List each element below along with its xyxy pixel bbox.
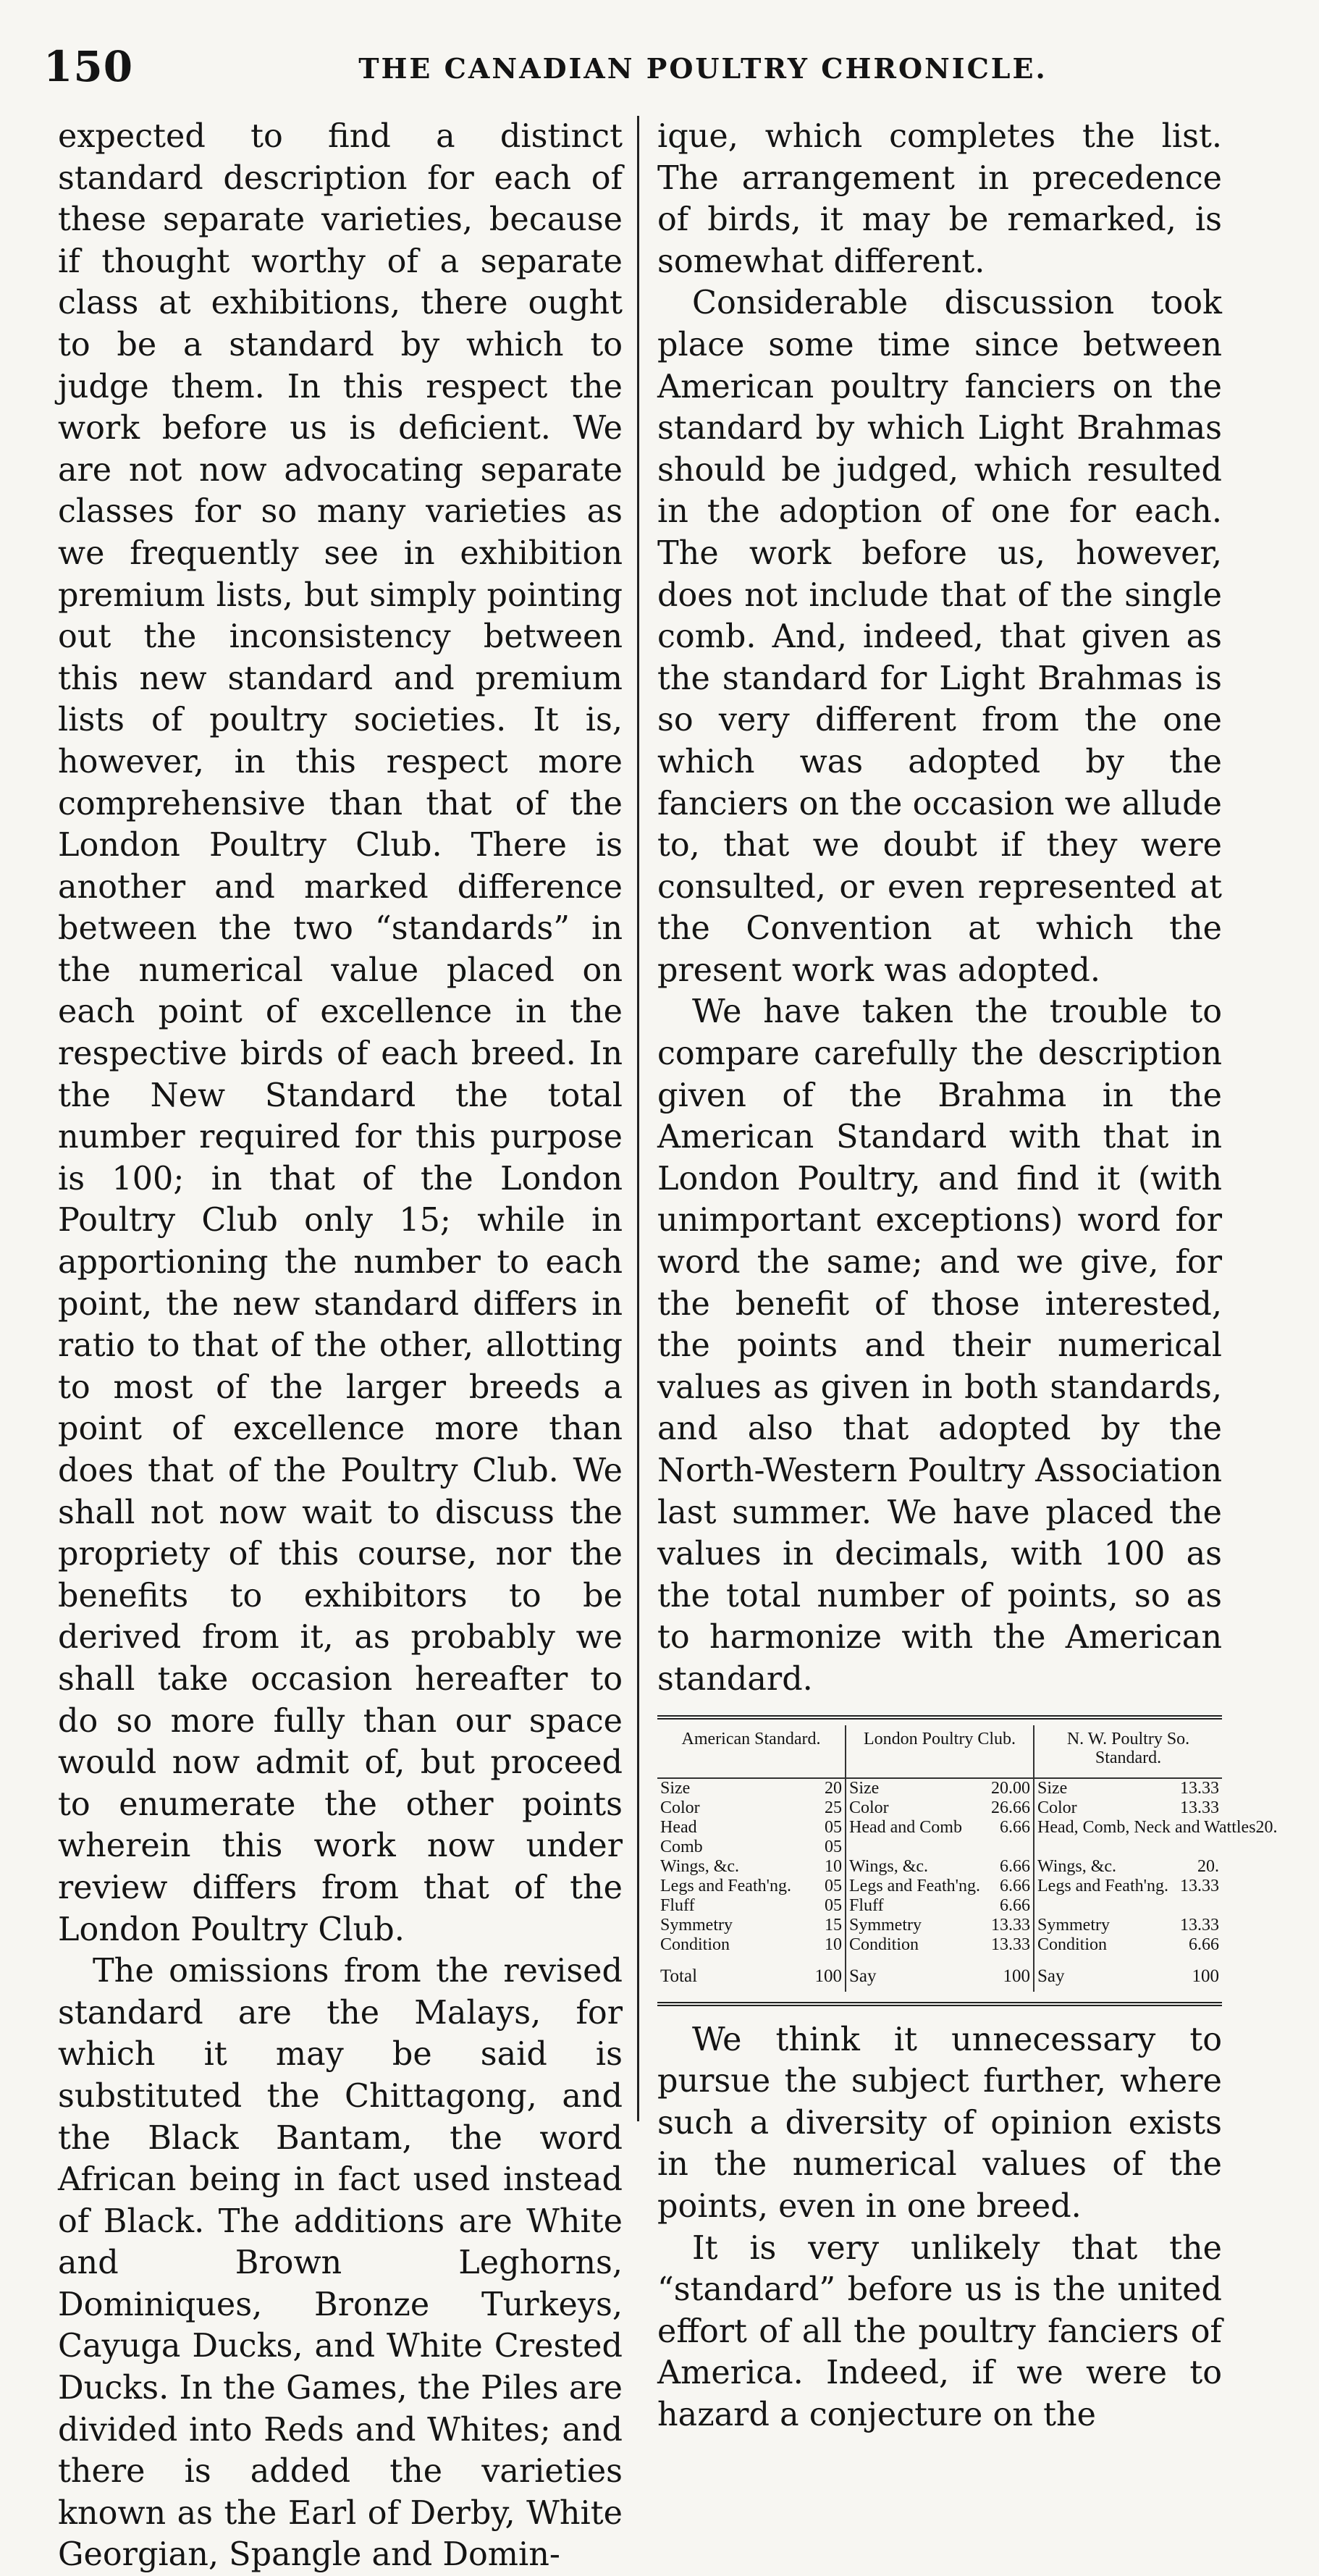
table-point-label: Wings, &c. (1037, 1856, 1117, 1876)
table-point-value: 6.66 (1000, 1856, 1030, 1876)
table-point-label: Head and Comb (849, 1817, 962, 1837)
table-cell (657, 1896, 846, 1916)
table-point-label: Color (849, 1798, 889, 1817)
right-column (657, 116, 1278, 2436)
table-cell (846, 1877, 1034, 1896)
table-row (657, 1916, 1222, 1935)
table-cell (846, 1818, 1034, 1838)
table-point-value: 05 (825, 1837, 842, 1856)
table-point-value: 26.66 (991, 1798, 1030, 1817)
table-cell (1034, 1935, 1222, 1955)
paragraph: ique, which completes the list. The arrangement in precedence of birds, it may be remarked, is somewhat different. (657, 118, 1222, 280)
table-point-label: Size (849, 1778, 880, 1798)
table-point-label: Comb (660, 1837, 703, 1856)
table-row (657, 1778, 1222, 1798)
table-cell (1034, 1916, 1222, 1935)
table-cell (1034, 1817, 1278, 1838)
table-point-value: 6.66 (1000, 1817, 1030, 1837)
paragraph: We think it unnecessary to pursue the subject further, where such a diversity of opinion exists in the numerical values of the points, even in one breed. (657, 2021, 1222, 2225)
table-point-label: Color (660, 1798, 700, 1817)
table-point-value: 05 (825, 1895, 842, 1915)
table-cell (657, 1877, 846, 1896)
table-point-value: 20.00 (991, 1778, 1030, 1798)
table-point-value: 13.33 (1180, 1915, 1219, 1935)
paragraph: It is very unlikely that the “standard” before us is the united effort of all the poultry fanciers of America. Indeed, if we were to hazard a conjecture on the (657, 2229, 1222, 2433)
page-number: 150 (43, 42, 134, 91)
table-cell (846, 1916, 1034, 1935)
table-point-label: Size (1037, 1778, 1068, 1798)
table-total-value: 100 (1192, 1966, 1219, 1986)
table-bottom-rule (657, 2002, 1222, 2006)
table-point-label: Legs and Feath'ng. (660, 1876, 791, 1895)
table-point-label: Symmetry (660, 1915, 733, 1935)
table-point-value: 05 (825, 1817, 842, 1837)
table-row (657, 1877, 1222, 1896)
table-top-rule (657, 1715, 1222, 1720)
table-point-label: Condition (660, 1935, 730, 1954)
table-cell (657, 1778, 846, 1798)
table-row (657, 1818, 1222, 1838)
table-header: N. W. Poultry So. Standard. (1034, 1725, 1222, 1778)
table-row (657, 1798, 1222, 1818)
table-point-label: Symmetry (1037, 1915, 1110, 1935)
table-point-value: 05 (825, 1876, 842, 1895)
left-column (58, 116, 623, 2576)
table-point-label: Symmetry (849, 1915, 922, 1935)
table-cell (657, 1838, 846, 1857)
table-point-value: 10 (825, 1935, 842, 1954)
paragraph: The omissions from the revised standard are the Malays, for which it may be said is substituted the Chittagong, and the Black Bantam, the word African being in fact used instead of Black. The additions are White and Brown Leghorns, Dominiques, Bronze Turkeys, Cayuga Ducks, and White Crested Ducks. In the Games, the Piles are divided into Reds and Whites; and there is added the varieties known as the Earl of Derby, White Georgian, Spangle and Domin- (58, 1953, 623, 2574)
table-cell (657, 1818, 846, 1838)
table-point-value: 6.66 (1000, 1876, 1030, 1895)
table-point-label: Legs and Feath'ng. (1037, 1876, 1168, 1895)
table-point-label: Condition (1037, 1935, 1108, 1954)
table-point-value: 13.33 (991, 1915, 1030, 1935)
points-comparison-table (657, 1715, 1278, 2006)
table-cell (657, 1935, 846, 1955)
table-point-label: Fluff (660, 1895, 695, 1915)
table-cell (1034, 1798, 1222, 1818)
table-total-label: Say (1037, 1966, 1065, 1986)
table-cell (846, 1857, 1034, 1877)
table-point-value: 20 (825, 1778, 842, 1798)
table-cell (1034, 1778, 1222, 1798)
table-point-label: Head, Comb, Neck and Wattles (1037, 1817, 1256, 1837)
table-cell (846, 1778, 1034, 1798)
table-header: American Standard. (657, 1725, 846, 1778)
table-cell (846, 1935, 1034, 1955)
table-row (657, 1857, 1222, 1877)
table-point-value: 13.33 (991, 1935, 1030, 1954)
table-total-label: Total (660, 1966, 698, 1986)
table-point-label: Color (1037, 1798, 1077, 1817)
table-point-label: Condition (849, 1935, 919, 1954)
table-point-label: Wings, &c. (660, 1856, 740, 1876)
paragraph: expected to find a distinct standard description for each of these separate varieties, because if thought worthy of a separate class at exhibitions, there ought to be a standard by which to judge them. In this respect the work before us is deficient. We are not now advocating separate classes for so many varieties as we frequently see in exhibition premium lists, but simply pointing out the inconsistency between this new standard and premium lists of poultry societies. It is, however, in this respect more comprehensive than that of the London Poultry Club. There is another and marked difference between the two “standards” in the numerical value placed on each point of excellence in the respective birds of each breed. In the New Standard the total number required for this purpose is 100; in that of the London Poultry Club only 15; while in apportioning the number to each point, the new standard differs in ratio to that of the other, allotting to most of the larger breeds a point of excellence more than does that of the Poultry Club. We shall not now wait to discuss the propriety of this course, nor the benefits to exhibitors to be derived from it, as probably we shall take occasion hereafter to do so more fully than our space would now admit of, but proceed to enumerate the other points wherein this work now under review differs from that of the London Poultry Club. (58, 118, 623, 1948)
page-header (43, 42, 1276, 100)
table-total-value: 100 (814, 1966, 842, 1986)
table-point-value: 20. (1255, 1817, 1278, 1837)
table-total-label: Say (849, 1966, 877, 1986)
table-cell (657, 1857, 846, 1877)
table-row (657, 1935, 1222, 1955)
table-row (657, 1838, 1222, 1857)
table-point-value: 15 (825, 1915, 842, 1935)
table-total-row (657, 1955, 1222, 1992)
table-point-value: 25 (825, 1798, 842, 1817)
table-header: London Poultry Club. (846, 1725, 1034, 1778)
table-cell (1034, 1857, 1222, 1877)
table-point-label: Fluff (849, 1895, 884, 1915)
table-cell (1034, 1896, 1222, 1916)
table-point-label: Legs and Feath'ng. (849, 1876, 980, 1895)
table-cell (846, 1798, 1034, 1818)
paragraph: Considerable discussion took place some time since between American poultry fanciers on the standard by which Light Brahmas should be judged, which resulted in the adoption of one for each. The work before us, however, does not include that of the single comb. And, indeed, that given as the standard for Light Brahmas is so very different from the one which was adopted by the fanciers on the occasion we allude to, that we doubt if they were consulted, or even represented at the Convention at which the present work was adopted. (657, 285, 1222, 989)
table-point-value: 20. (1197, 1856, 1219, 1876)
paragraph: We have taken the trouble to compare carefully the description given of the Brahma in the American Standard with that in London Poultry, and find it (with unimportant exceptions) word for word the same; and we give, for the benefit of those interested, the points and their numerical values as given in both standards, and also that adopted by the North-Western Poultry Association last summer. We have placed the values in decimals, with 100 as the total number of points, so as to harmonize with the American standard. (657, 993, 1222, 1698)
table-total-value: 100 (1003, 1966, 1030, 1986)
table-cell (657, 1798, 846, 1818)
table-cell (1034, 1838, 1222, 1857)
table-point-value: 6.66 (1189, 1935, 1219, 1954)
table-row (657, 1896, 1222, 1916)
table-cell (846, 1896, 1034, 1916)
table-point-value: 10 (825, 1856, 842, 1876)
table-point-label: Size (660, 1778, 691, 1798)
table-point-value: 13.33 (1180, 1798, 1219, 1817)
column-divider (637, 116, 639, 2121)
table-point-value: 13.33 (1180, 1876, 1219, 1895)
table-cell (657, 1916, 846, 1935)
table-point-label: Wings, &c. (849, 1856, 929, 1876)
table-cell (1034, 1877, 1222, 1896)
running-title: THE CANADIAN POULTRY CHRONICLE. (358, 52, 1048, 85)
table-point-value: 13.33 (1180, 1778, 1219, 1798)
table-point-value: 6.66 (1000, 1895, 1030, 1915)
table-point-label: Head (660, 1817, 697, 1837)
table-cell (846, 1838, 1034, 1857)
